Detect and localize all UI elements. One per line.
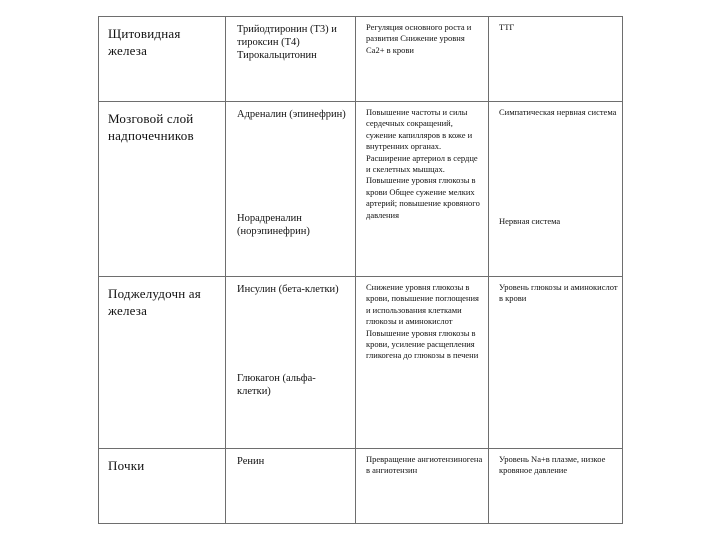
hormone-name: Трийодтиронин (Т3) и тироксин (Т4) Тирокальцитонин [237, 24, 337, 61]
function-cell [356, 277, 489, 449]
regulation-cell [489, 449, 623, 524]
organ-name: Мозговой слой надпочечников [108, 111, 194, 143]
hormone-cell [226, 102, 356, 277]
regulation-text: Симпатическая нервная система [499, 107, 617, 117]
table-row [99, 102, 623, 277]
hormone-function: Повышение частоты и силы сердечных сокращений, сужение капилляров в коже и внутренних органах. Расширение артериол в сердце и скелетных мышцах. Повышение уровня глюкозы в крови Общее сужение мелких артерий; повышение кровяного давления [366, 107, 480, 220]
hormone-function: Регуляция основного роста и развития Снижение уровня Ca2+ в крови [366, 22, 472, 55]
hormone-cell [226, 449, 356, 524]
regulation-cell [489, 17, 623, 102]
function-cell [356, 449, 489, 524]
hormone-cell [226, 277, 356, 449]
organ-cell [99, 17, 226, 102]
organ-cell [99, 449, 226, 524]
hormone-name-2: Глюкагон (альфа-клетки) [237, 373, 316, 397]
regulation-text-2: Нервная система [499, 216, 561, 226]
hormone-function: Превращение ангиотензиногена в ангиотензин [366, 454, 483, 476]
regulation-text: Уровень Na+в плазме, низкое кровяное давление [499, 454, 606, 476]
endocrine-table [98, 16, 623, 524]
regulation-text: Уровень глюкозы и аминокислот в крови [499, 282, 618, 304]
organ-cell [99, 102, 226, 277]
hormone-name: Инсулин (бета-клетки) [237, 284, 339, 295]
organ-name: Поджелудочн ая железа [108, 286, 201, 318]
regulation-cell [489, 277, 623, 449]
table-row [99, 17, 623, 102]
organ-name: Почки [108, 458, 145, 473]
hormone-name-2: Норадреналин (норэпинефрин) [237, 213, 310, 237]
organ-name: Щитовидная железа [108, 26, 181, 58]
regulation-text: ТТГ [499, 22, 515, 32]
table-row [99, 449, 623, 524]
hormone-function: Снижение уровня глюкозы в крови, повышение поглощения и использования клетками глюкозы и аминокислот Повышение уровня глюкозы в крови, усиление расщепления гликогена до глюкозы в печени [366, 282, 479, 361]
organ-cell [99, 277, 226, 449]
function-cell [356, 17, 489, 102]
table-row [99, 277, 623, 449]
hormone-name: Адреналин (эпинефрин) [237, 109, 346, 120]
function-cell [356, 102, 489, 277]
regulation-cell [489, 102, 623, 277]
hormone-name: Ренин [237, 456, 265, 467]
hormone-cell [226, 17, 356, 102]
